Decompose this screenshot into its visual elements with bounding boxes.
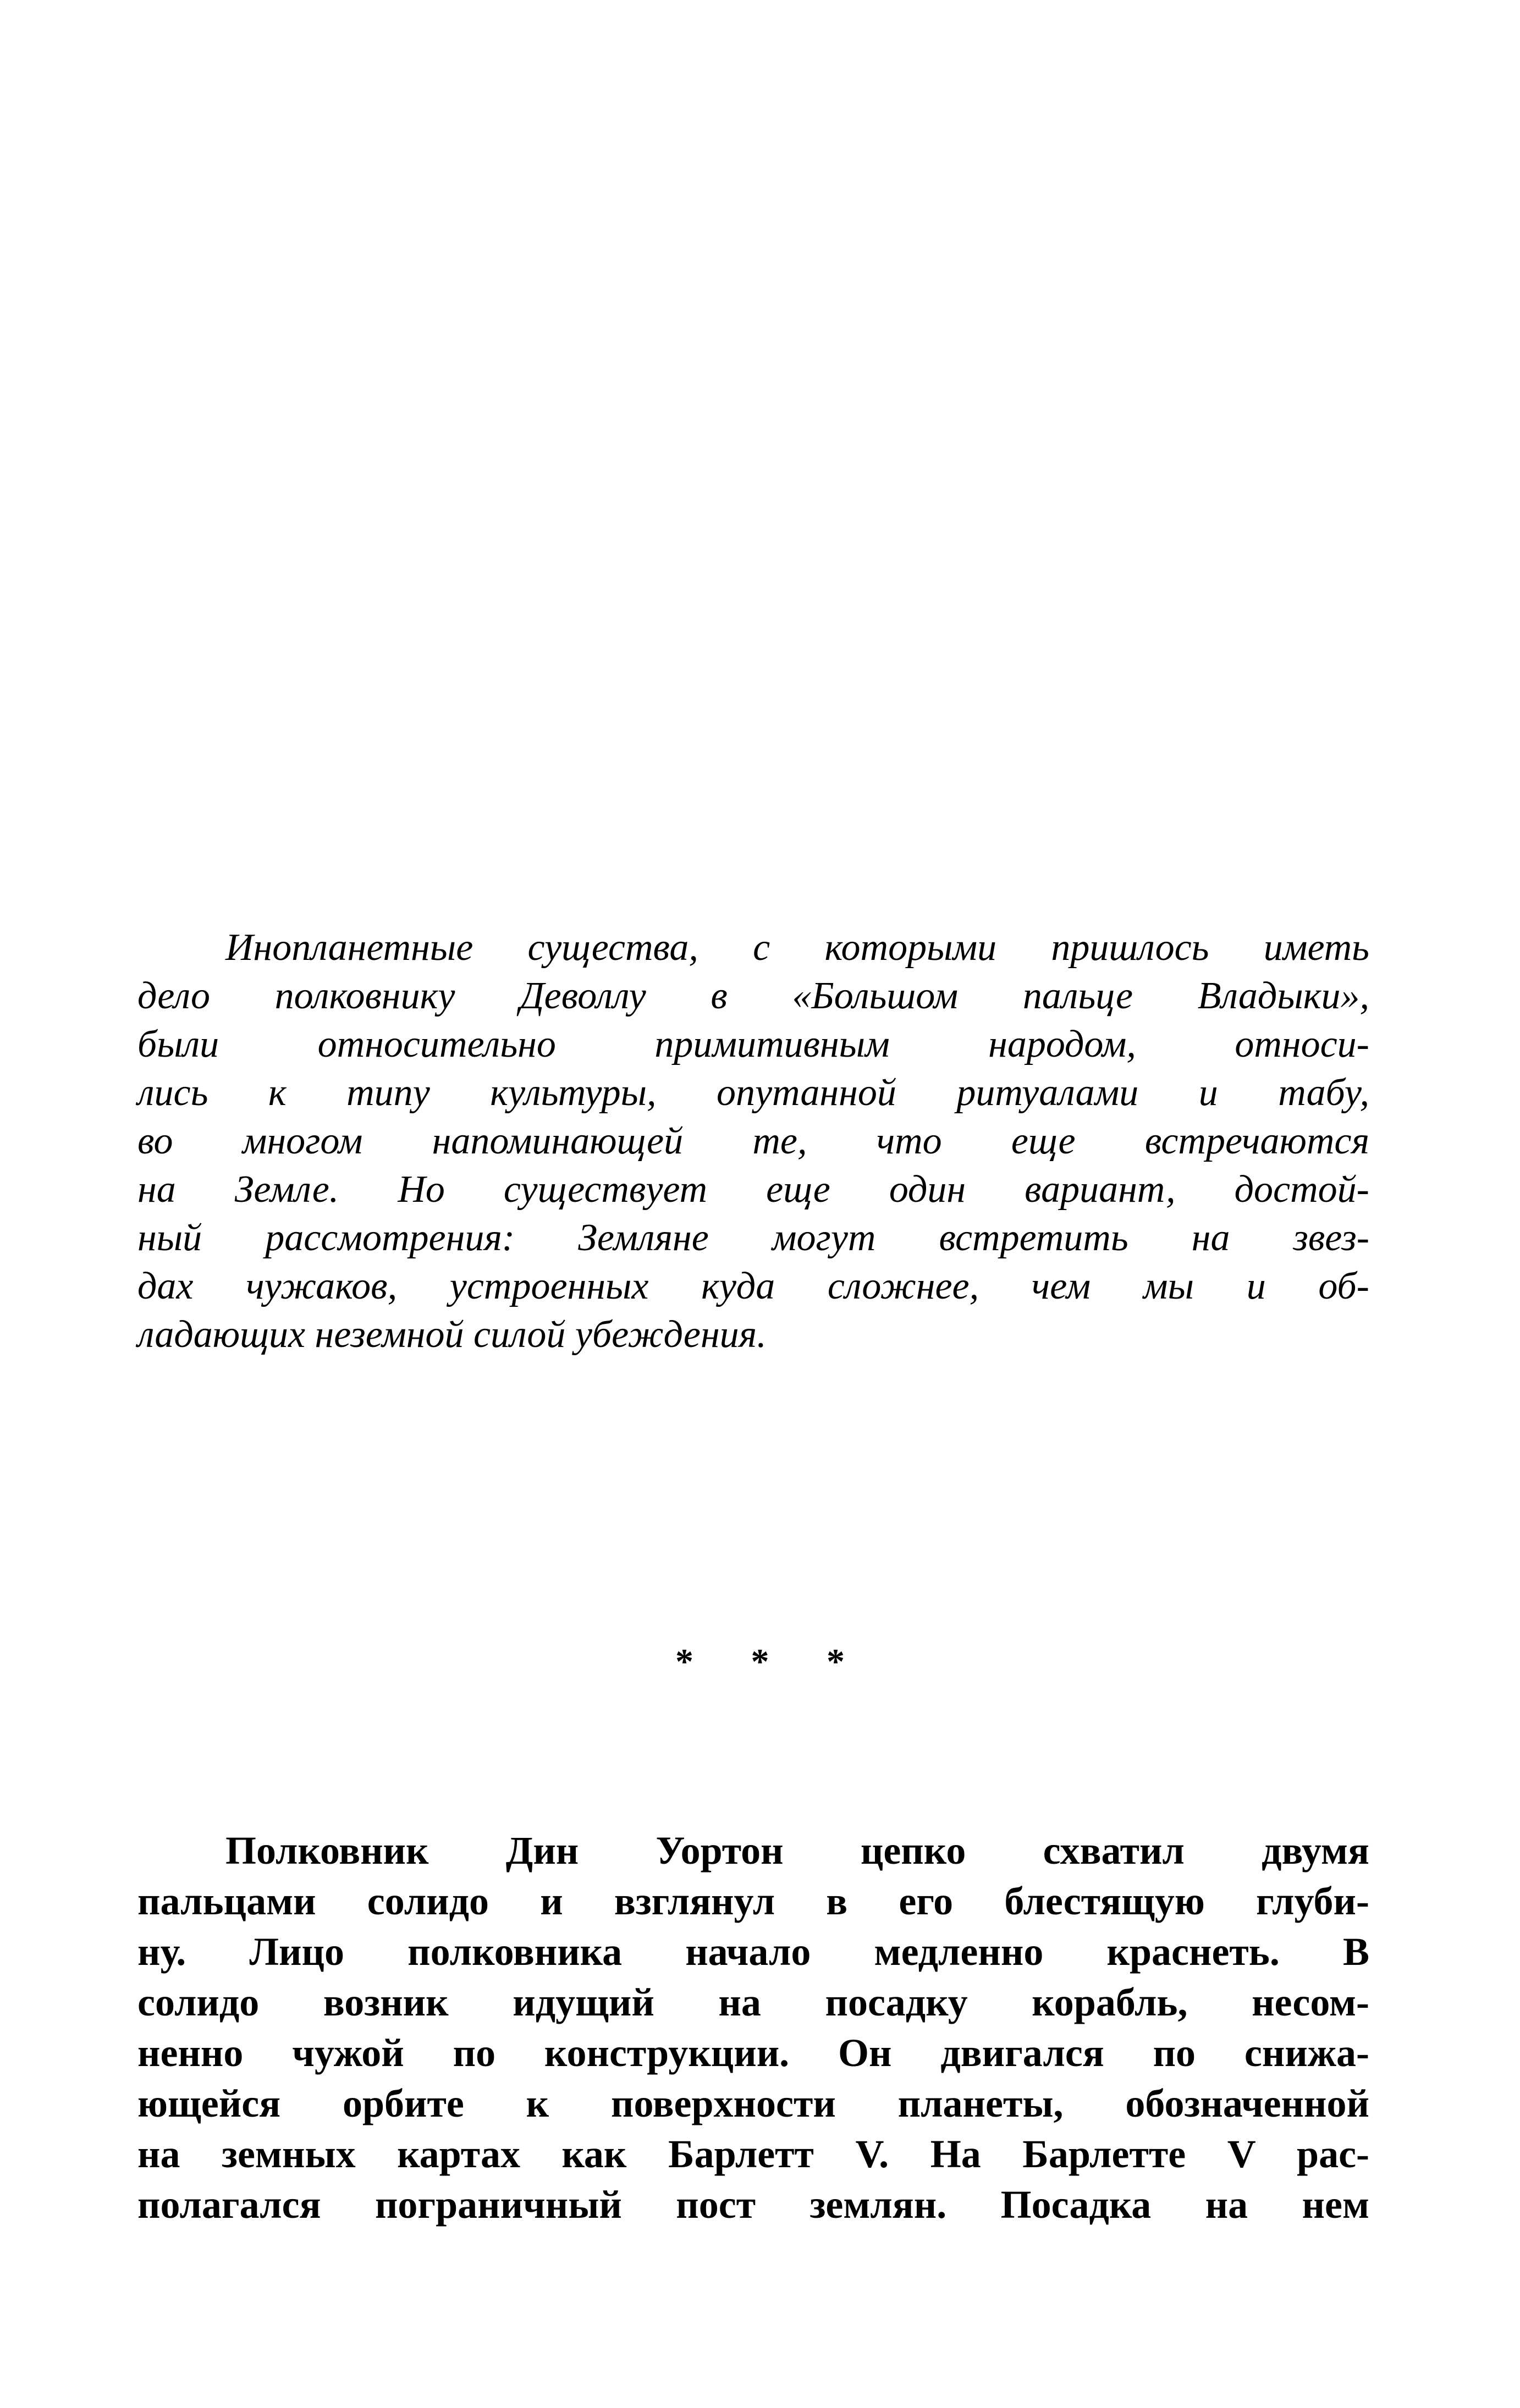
intro-line: дах чужаков, устроенных куда сложнее, чем мы и об- bbox=[137, 1265, 1369, 1307]
intro-line: ладающих неземной силой убеждения. bbox=[137, 1313, 767, 1356]
body-line: полагался пограничный пост землян. Посадка на нем bbox=[137, 2183, 1369, 2227]
intro-line: во многом напоминающей те, что еще встречаются bbox=[137, 1120, 1369, 1162]
body-line: пальцами солидо и взглянул в его блестящую глуби- bbox=[137, 1879, 1369, 1923]
body-line: на земных картах как Барлетт V. На Барлетте V рас- bbox=[137, 2132, 1369, 2176]
intro-line: на Земле. Но существует еще один вариант, достой- bbox=[137, 1168, 1369, 1211]
body-line: ющейся орбите к поверхности планеты, обозначенной bbox=[137, 2081, 1369, 2125]
section-separator: * * * bbox=[675, 1642, 869, 1682]
body-line: солидо возник идущий на посадку корабль, несом- bbox=[137, 1980, 1369, 2024]
intro-line: были относительно примитивным народом, относи- bbox=[137, 1023, 1369, 1065]
body-line: Полковник Дин Уортон цепко схватил двумя bbox=[225, 1829, 1369, 1873]
intro-line: ный рассмотрения: Земляне могут встретить на звез- bbox=[137, 1217, 1369, 1259]
intro-line: лись к типу культуры, опутанной ритуалами и табу, bbox=[137, 1072, 1369, 1114]
intro-line: дело полковнику Деволлу в «Большом пальце Владыки», bbox=[137, 975, 1369, 1017]
body-paragraph bbox=[137, 1825, 1369, 2230]
body-line: ненно чужой по конструкции. Он двигался по снижа- bbox=[137, 2031, 1369, 2075]
body-line: ну. Лицо полковника начало медленно краснеть. В bbox=[137, 1930, 1369, 1974]
intro-line: Инопланетные существа, с которыми пришлось иметь bbox=[225, 926, 1369, 969]
intro-paragraph bbox=[137, 924, 1369, 1359]
